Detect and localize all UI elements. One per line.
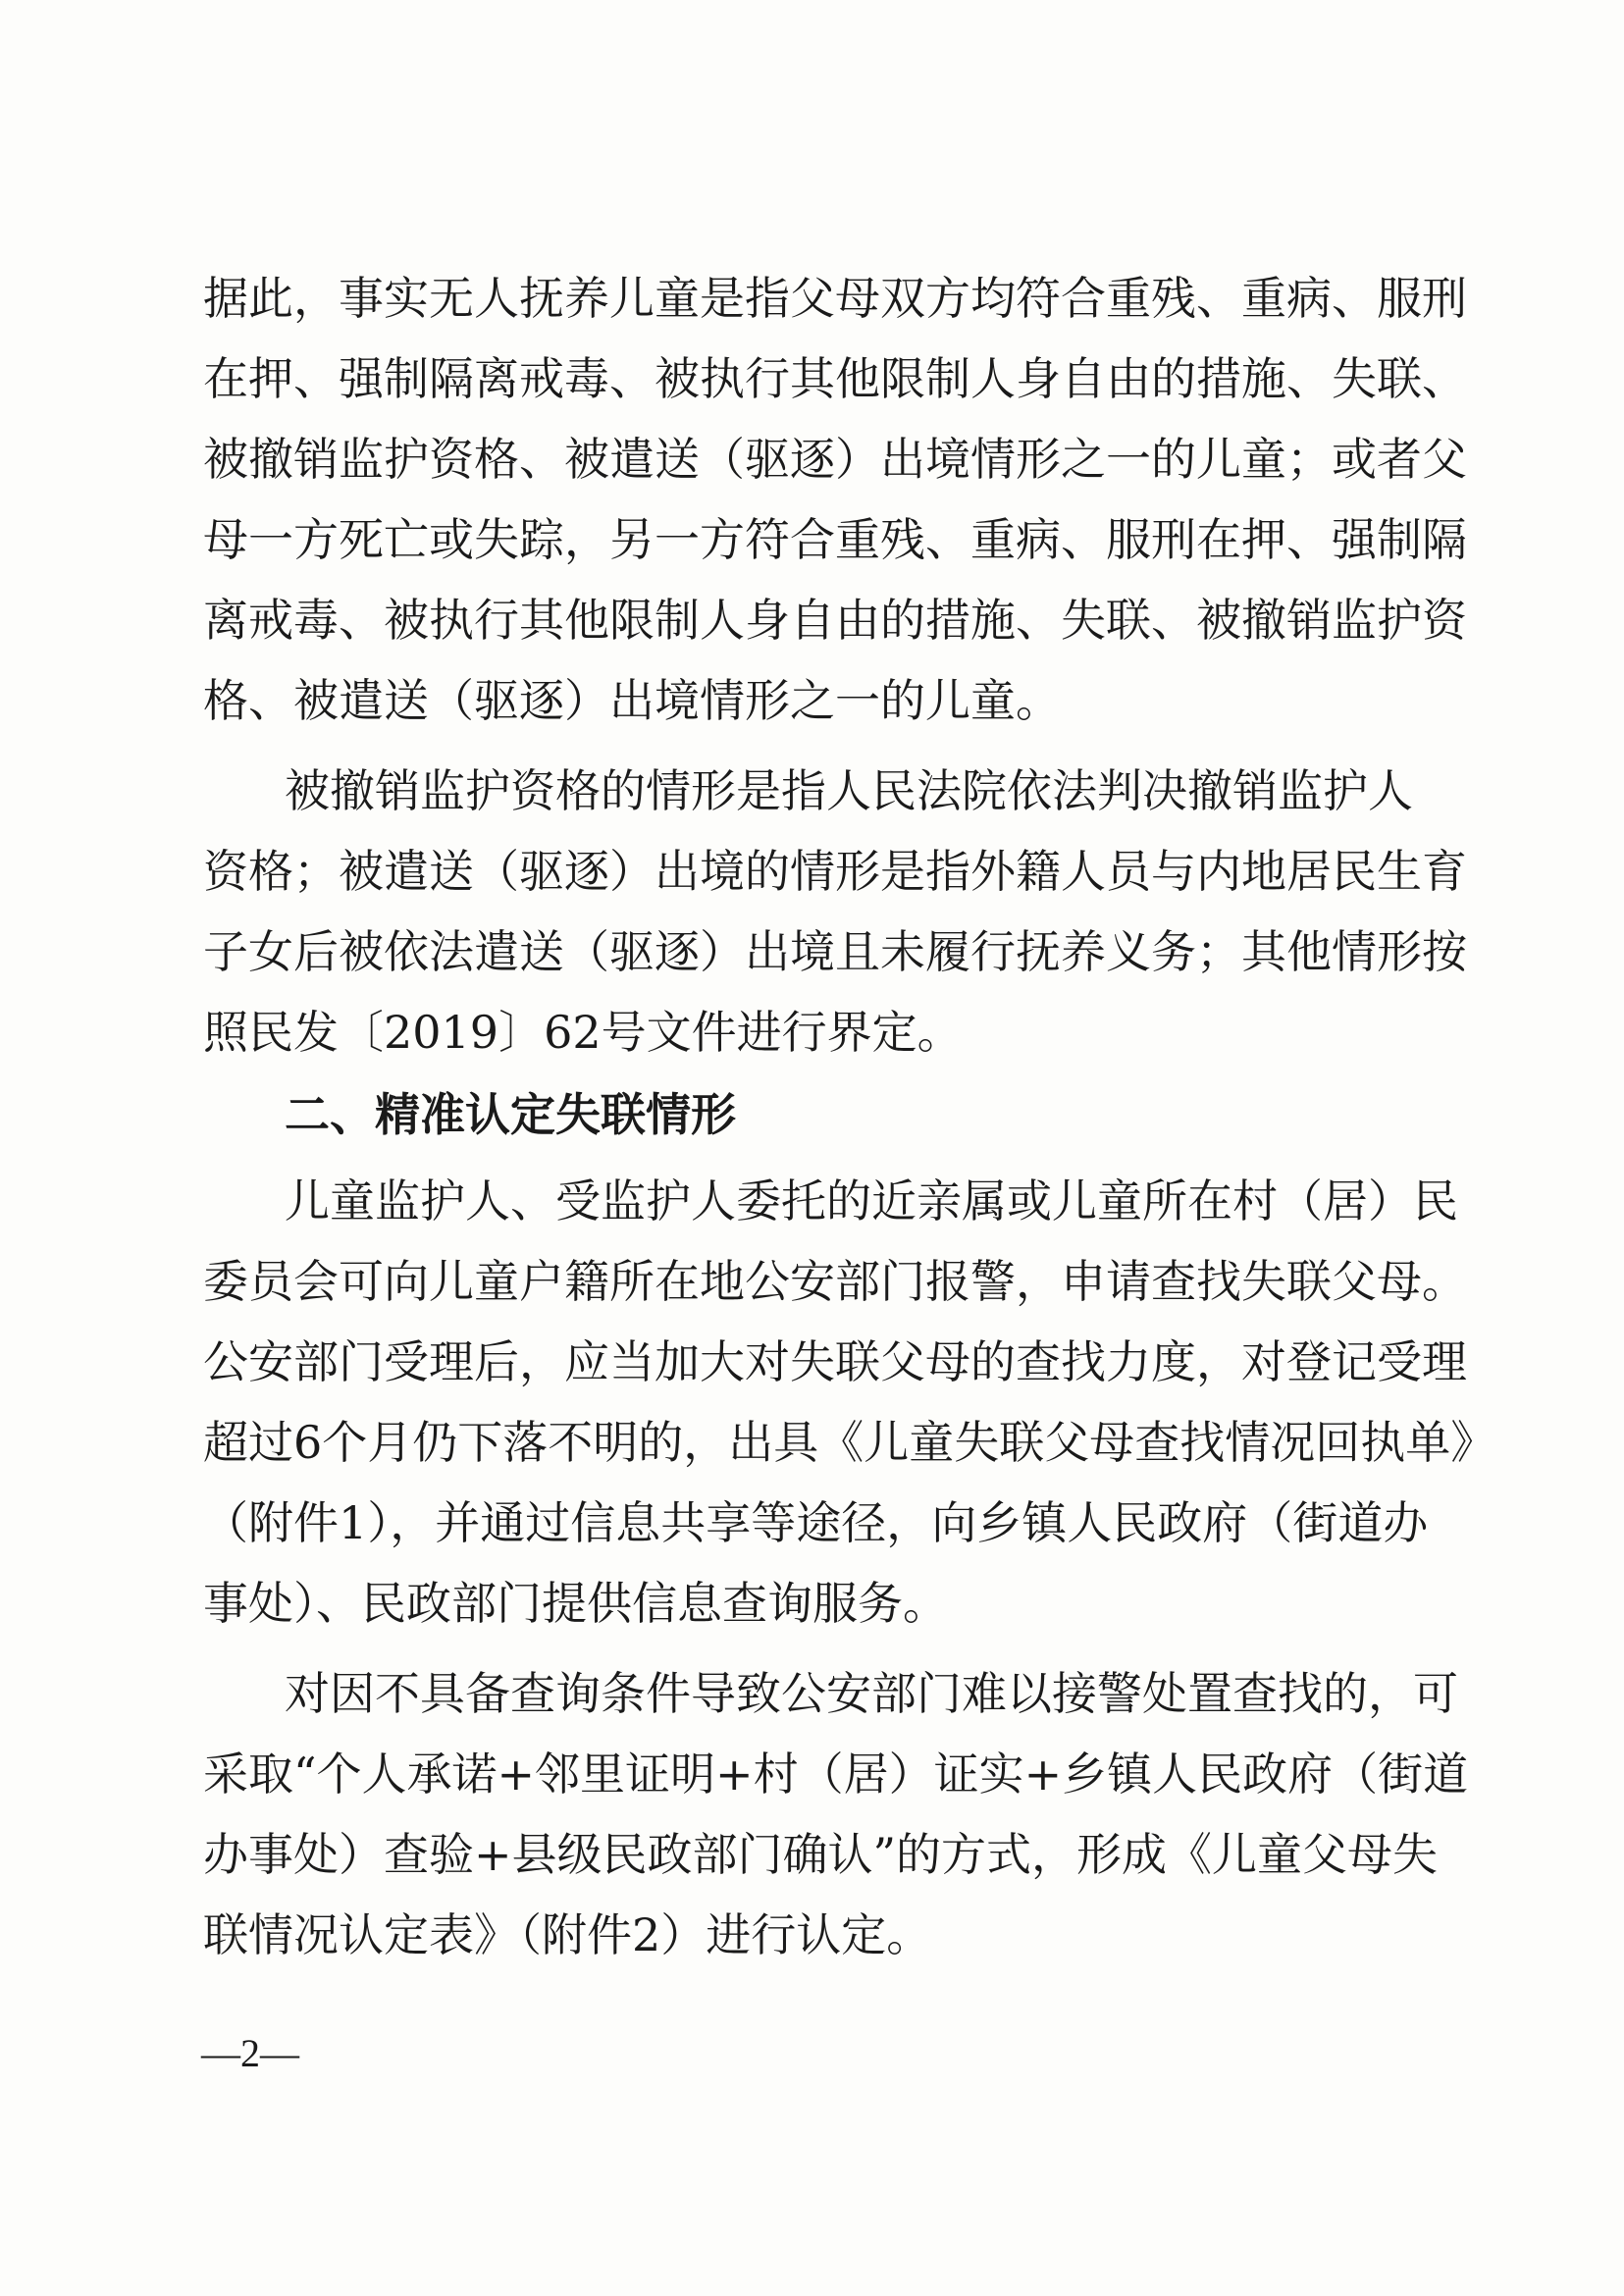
paragraph-4-line-3: 办事处）查验+县级民政部门确认”的方式，形成《儿童父母失 (203, 1828, 1439, 1881)
paragraph-3-line-1: 儿童监护人、受监护人委托的近亲属或儿童所在村（居）民 (285, 1174, 1458, 1227)
paragraph-3-line-5: （附件1），并通过信息共享等途径，向乡镇人民政府（街道办 (203, 1496, 1429, 1549)
paragraph-3-line-4: 超过6个月仍下落不明的，出具《儿童失联父母查找情况回执单》 (203, 1416, 1496, 1469)
paragraph-1-line-6: 格、被遣送（驱逐）出境情形之一的儿童。 (203, 674, 1061, 727)
page-number: —2— (201, 2031, 299, 2075)
paragraph-1-line-3: 被撤销监护资格、被遣送（驱逐）出境情形之一的儿童；或者父 (203, 433, 1467, 486)
paragraph-2-line-4: 照民发〔2019〕62号文件进行界定。 (203, 1006, 963, 1059)
paragraph-1-line-4: 母一方死亡或失踪，另一方符合重残、重病、服刑在押、强制隔 (203, 513, 1467, 566)
paragraph-1-line-5: 离戒毒、被执行其他限制人身自由的措施、失联、被撤销监护资 (203, 594, 1467, 647)
paragraph-4-line-1: 对因不具备查询条件导致公安部门难以接警处置查找的，可 (285, 1667, 1458, 1720)
paragraph-2-line-1: 被撤销监护资格的情形是指人民法院依法判决撤销监护人 (285, 764, 1413, 817)
section-heading: 二、精准认定失联情形 (285, 1088, 736, 1141)
paragraph-4-line-2: 采取“个人承诺+邻里证明+村（居）证实+乡镇人民政府（街道 (203, 1748, 1469, 1800)
paragraph-3-line-3: 公安部门受理后，应当加大对失联父母的查找力度，对登记受理 (203, 1335, 1467, 1388)
paragraph-3-line-6: 事处）、民政部门提供信息查询服务。 (203, 1577, 948, 1630)
paragraph-2-line-3: 子女后被依法遣送（驱逐）出境且未履行抚养义务；其他情形按 (203, 925, 1467, 978)
paragraph-2-line-2: 资格；被遣送（驱逐）出境的情形是指外籍人员与内地居民生育 (203, 845, 1467, 898)
paragraph-4-line-4: 联情况认定表》（附件2）进行认定。 (203, 1908, 932, 1961)
paragraph-1-line-2: 在押、强制隔离戒毒、被执行其他限制人身自由的措施、失联、 (203, 352, 1467, 405)
paragraph-1-line-1: 据此，事实无人抚养儿童是指父母双方均符合重残、重病、服刑 (203, 272, 1467, 325)
paragraph-3-line-2: 委员会可向儿童户籍所在地公安部门报警，申请查找失联父母。 (203, 1255, 1467, 1308)
